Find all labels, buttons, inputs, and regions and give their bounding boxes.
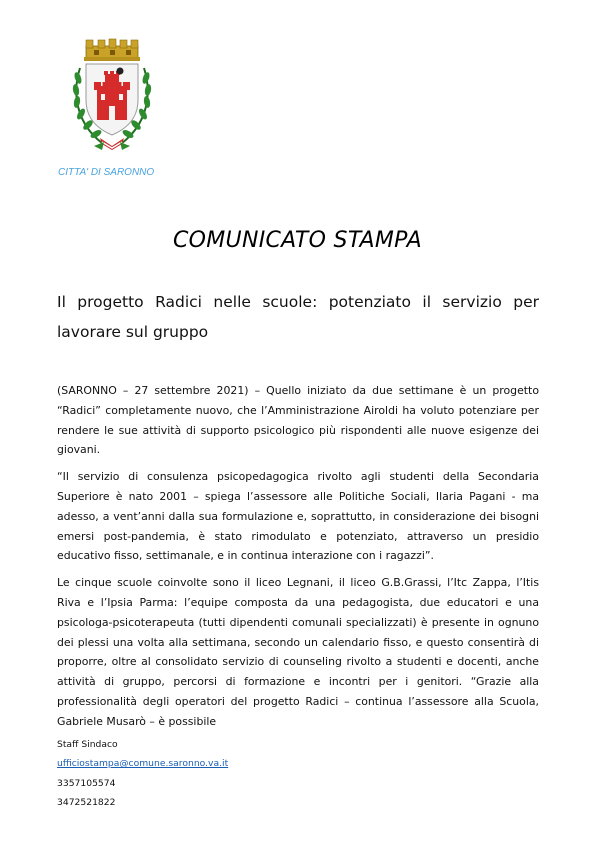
staff-label: Staff Sindaco (57, 739, 118, 750)
page-title: COMUNICATO STAMPA (172, 228, 422, 253)
paragraph: (SARONNO – 27 settembre 2021) – Quello iniziato da due settimane è un progetto “Radici” completamente nuovo, che l’Amministrazione Airoldi ha voluto potenziare per rendere le sue attività di supporto psicologico più rispondenti alle nuove esigenze dei giovani. (57, 384, 539, 457)
crown-icon (84, 39, 140, 61)
phone-number: 3472521822 (57, 797, 116, 809)
shield-icon (86, 64, 138, 135)
city-name: CITTA' DI SARONNO (58, 167, 155, 178)
article-body (57, 381, 539, 739)
paragraph: “Il servizio di consulenza psicopedagogica rivolto agli studenti della Secondaria Superiore è nato 2001 – spiega l’assessore alle Politiche Sociali, Ilaria Pagani - ma adesso, a vent’anni dalla sua formulazione e, soprattutto, in considerazione dei bisogni emersi post-pandemia, è stato rimodulato e potenziato, attraverso un presidio educativo fisso, settimanale, e in continua interazione con i ragazzi”. (57, 470, 539, 563)
email-link[interactable]: ufficiostampa@comune.saronno.va.it (57, 758, 229, 770)
headline: Il progetto Radici nelle scuole: potenziato il servizio per lavorare sul gruppo (57, 293, 539, 341)
saronno-coat-of-arms-icon (72, 38, 152, 170)
contact-footer (57, 735, 357, 813)
phone-number: 3357105574 (57, 777, 116, 789)
paragraph: Le cinque scuole coinvolte sono il liceo Legnani, il liceo G.B.Grassi, l’Itc Zappa, l’Itis Riva e l’Ipsia Parma: l’equipe composta da una pedagogista, due educatori e una psicologa-psicoterapeuta (tutti dipendenti comunali specializzati) è presente in ognuno dei plessi una volta alla settimana, secondo un calendario fisso, e questo consentirà di proporre, oltre al consolidato servizio di counseling rivolto a studenti e docenti, anche attività di gruppo, percorsi di formazione e incontri per i genitori. “Grazie alla professionalità degli operatori del progetto Radici – continua l’assessore alla Scuola, Gabriele Musarò – è possibile (57, 576, 539, 728)
